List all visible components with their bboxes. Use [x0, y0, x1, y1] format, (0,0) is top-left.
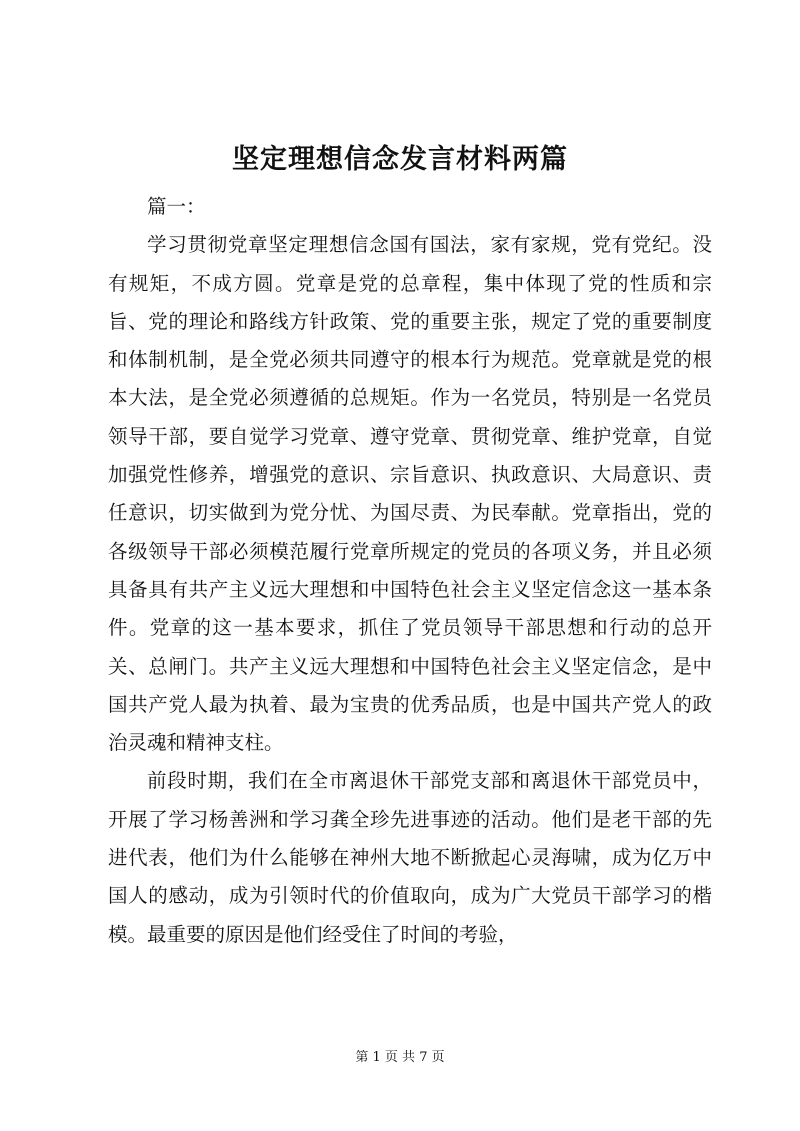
document-title: 坚定理想信念发言材料两篇	[232, 144, 568, 175]
body-paragraph: 学习贯彻党章坚定理想信念国有国法，家有家规，党有党纪。没有规矩，不成方圆。党章是党的总章程，集中体现了党的性质和宗旨、党的理论和路线方针政策、党的重要主张，规定了党的重要制度和体制机制，是全党必须共同遵守的根本行为规范。党章就是党的根本大法，是全党必须遵循的总规矩。作为一名党员，特别是一名党员领导干部，要自觉学习党章、遵守党章、贯彻党章、维护党章，自觉加强党性修养，增强党的意识、宗旨意识、执政意识、大局意识、责任意识，切实做到为党分忧、为国尽责、为民奉献。党章指出，党的各级领导干部必须模范履行党章所规定的党员的各项义务，并且必须具备具有共产主义远大理想和中国特色社会主义坚定信念这一基本条件。党章的这一基本要求，抓住了党员领导干部思想和行动的总开关、总闸门。共产主义远大理想和中国特色社会主义坚定信念，是中国共产党人最为执着、最为宝贵的优秀品质，也是中国共产党人的政治灵魂和精神支柱。	[108, 233, 712, 755]
section-heading: 篇一：	[147, 195, 206, 218]
page-footer: 第 1 页 共 7 页	[355, 1050, 445, 1065]
body-paragraph: 前段时期，我们在全市离退休干部党支部和离退休干部党员中，开展了学习杨善洲和学习龚全珍先进事迹的活动。他们是老干部的先进代表，他们为什么能够在神州大地不断掀起心灵海啸，成为亿万中国人的感动，成为引领时代的价值取向，成为广大党员干部学习的楷模。最重要的原因是他们经受住了时间的考验，	[108, 769, 712, 946]
document-body	[108, 188, 712, 954]
